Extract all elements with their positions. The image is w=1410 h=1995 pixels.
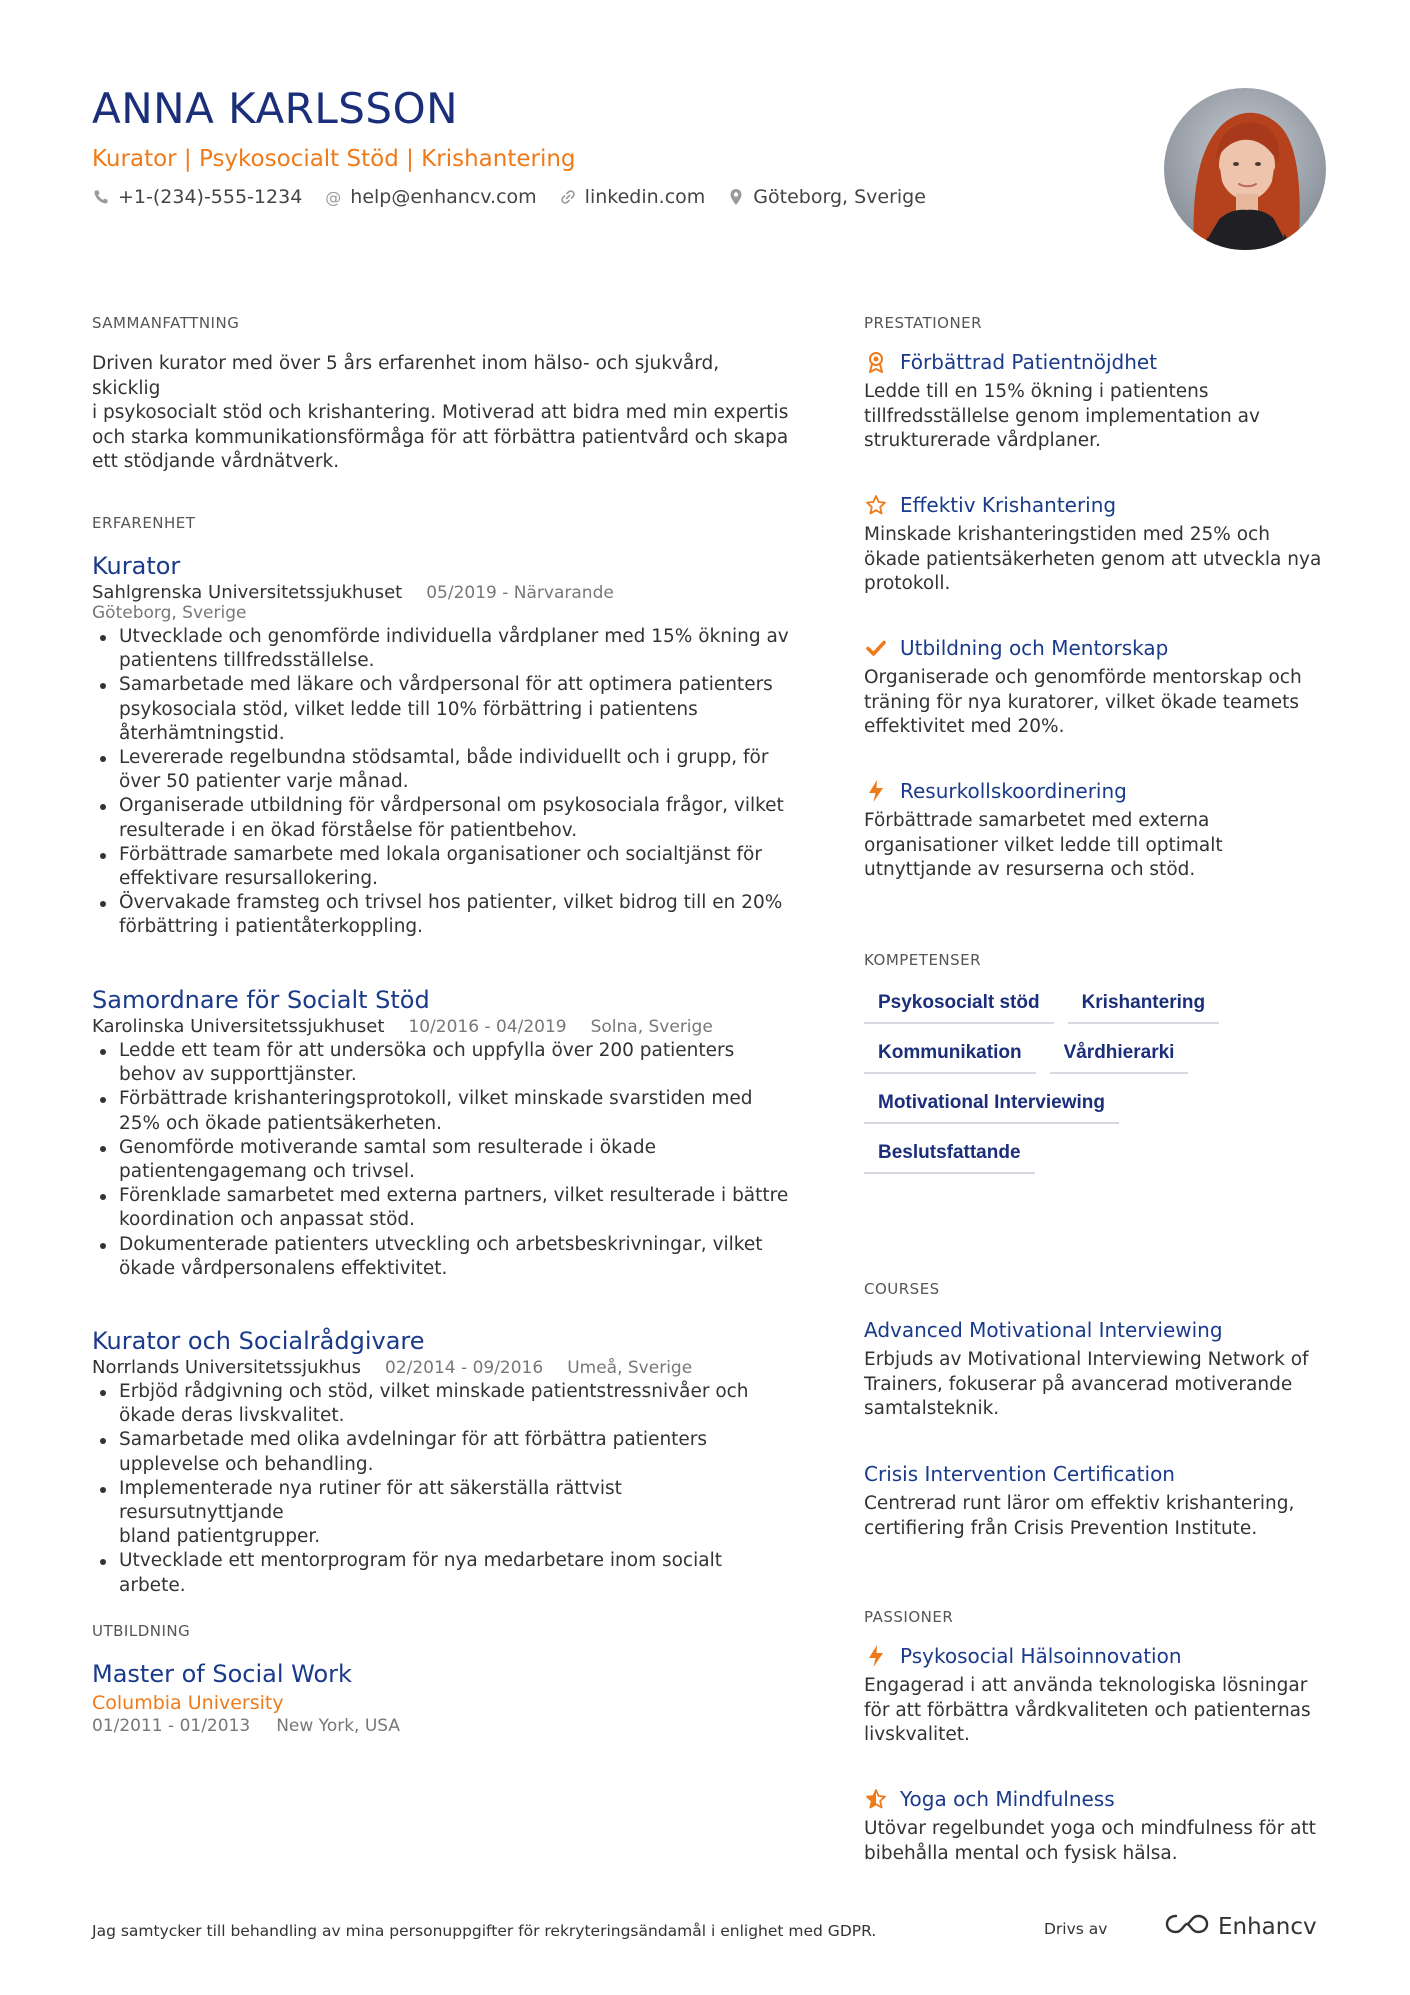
location-pin-icon (727, 188, 745, 206)
profile-photo (1164, 88, 1326, 250)
summary-line: Driven kurator med över 5 års erfarenhet inom hälso- och sjukvård, skicklig (92, 353, 720, 399)
education-degree: Master of Social Work (92, 1660, 352, 1688)
course-description: Centrerad runt läror om effektiv krishantering, certifiering från Crisis Prevention Institute. (864, 1493, 1295, 1539)
skills-list (864, 992, 1334, 1192)
skill-tag: Kommunikation (864, 1042, 1036, 1074)
course-item (864, 1462, 1334, 1541)
lightning-icon (864, 779, 888, 803)
award-ribbon-icon (864, 350, 888, 374)
job-meta (92, 1016, 792, 1037)
star-half-icon (864, 1787, 888, 1811)
powered-by-label: Drivs av (1044, 1920, 1108, 1938)
bullet-item: Ledde ett team för att undersöka och uppfylla över 200 patienters behov av supporttjänster. (92, 1039, 792, 1087)
contact-email (324, 186, 536, 208)
job-company: Karolinska Universitetssjukhuset (92, 1016, 385, 1037)
bullet-item: Samarbetade med olika avdelningar för att förbättra patienters upplevelse och behandling. (92, 1428, 792, 1476)
summary-line: och starka kommunikationsförmåga för att förbättra patientvård och skapa (92, 426, 789, 448)
job-title: Kurator (92, 552, 181, 580)
course-item (864, 1318, 1334, 1422)
job-dates: 05/2019 - Närvarande (426, 583, 614, 603)
achievement-item (864, 350, 1334, 454)
job-company: Norrlands Universitetssjukhus (92, 1357, 361, 1378)
bullet-item: Förbättrade krishanteringsprotokoll, vilket minskade svarstiden med 25% och ökade patientsäkerheten. (92, 1087, 792, 1135)
passion-description: Utövar regelbundet yoga och mindfulness för att bibehålla mental och fysisk hälsa. (864, 1818, 1316, 1864)
phone-icon (92, 189, 110, 205)
achievement-title: Förbättrad Patientnöjdhet (900, 350, 1158, 374)
passion-item (864, 1644, 1334, 1748)
linkedin-text[interactable]: linkedin.com (584, 186, 706, 208)
bullet-item: Utvecklade och genomförde individuella vårdplaner med 15% ökning av patientens tillfredsställelse. (92, 625, 792, 673)
summary-line: ett stödjande vårdnätverk. (92, 451, 340, 472)
job-location: Umeå, Sverige (567, 1358, 693, 1378)
courses-heading: COURSES (864, 1280, 940, 1298)
achievement-item (864, 493, 1334, 597)
passion-title: Psykosocial Hälsoinnovation (900, 1644, 1182, 1668)
link-icon (559, 189, 577, 205)
job-meta (92, 1357, 792, 1378)
lightning-icon (864, 1644, 888, 1668)
bullet-item: Genomförde motiverande samtal som resulterade i ökade patientengagemang och trivsel. (92, 1136, 792, 1184)
education-dates: 01/2011 - 01/2013 (92, 1716, 251, 1736)
passions-heading: PASSIONER (864, 1608, 954, 1626)
experience-heading: ERFARENHET (92, 514, 196, 532)
education-meta (92, 1716, 792, 1736)
bullet-item: Organiserade utbildning för vårdpersonal om psykosociala frågor, vilket resulterade i en ökad förståelse för patientbehov. (92, 794, 792, 842)
job-company: Sahlgrenska Universitetssjukhuset (92, 582, 403, 603)
job-location: Solna, Sverige (590, 1017, 713, 1037)
contact-location (727, 186, 926, 208)
contact-bar (92, 186, 926, 208)
location-text: Göteborg, Sverige (753, 186, 926, 208)
brand-name: Enhancv (1218, 1914, 1317, 1940)
skills-heading: KOMPETENSER (864, 951, 982, 969)
job-location: Göteborg, Sverige (92, 603, 247, 623)
education-location: New York, USA (276, 1716, 401, 1736)
passion-description: Engagerad i att använda teknologiska lösningar för att förbättra vårdkvaliteten och patienternas livskvalitet. (864, 1675, 1311, 1745)
job-bullets (92, 1380, 792, 1598)
skill-tag: Krishantering (1068, 992, 1220, 1024)
skill-tag: Motivational Interviewing (864, 1092, 1119, 1124)
infinity-logo-icon (1164, 1912, 1210, 1942)
achievement-title: Effektiv Krishantering (900, 493, 1117, 517)
education-school: Columbia University (92, 1692, 284, 1714)
summary-text (92, 352, 792, 475)
candidate-tagline: Kurator | Psykosocialt Stöd | Krishantering (92, 146, 576, 172)
enhancv-logo[interactable] (1164, 1912, 1317, 1942)
skill-tag: Vårdhierarki (1050, 1042, 1189, 1074)
summary-line: i psykosocialt stöd och krishantering. Motiverad att bidra med min expertis (92, 402, 789, 423)
achievement-title: Resurkollskoordinering (900, 779, 1127, 803)
phone-text[interactable]: +1-(234)-555-1234 (118, 186, 303, 208)
skill-tag: Psykosocialt stöd (864, 992, 1054, 1024)
bullet-item: Övervakade framsteg och trivsel hos patienter, vilket bidrog till en 20% förbättring i patientåterkoppling. (92, 891, 792, 939)
job-bullets (92, 625, 792, 940)
contact-linkedin (559, 186, 706, 208)
job-entry (92, 552, 792, 940)
achievement-item (864, 636, 1334, 740)
bullet-item: Förbättrade samarbete med lokala organisationer och socialtjänst för effektivare resursallokering. (92, 843, 792, 891)
bullet-item: Samarbetade med läkare och vårdpersonal för att optimera patienters psykosociala stöd, vilket ledde till 10% förbättring i patientens återhämtningstid. (92, 673, 792, 746)
email-text[interactable]: help@enhancv.com (350, 186, 537, 208)
contact-phone (92, 186, 302, 208)
achievement-description: Förbättrade samarbetet med externa organisationer vilket ledde till optimalt utnyttjande av resurserna och stöd. (864, 810, 1223, 880)
achievement-description: Minskade krishanteringstiden med 25% och ökade patientsäkerheten genom att utveckla nya protokoll. (864, 524, 1322, 594)
checkmark-icon (864, 636, 888, 660)
achievement-description: Ledde till en 15% ökning i patientens tillfredsställelse genom implementation av strukturerade vårdplaner. (864, 381, 1260, 451)
star-outline-icon (864, 493, 888, 517)
bullet-item: Erbjöd rådgivning och stöd, vilket minskade patientstressnivåer och ökade deras livskvalitet. (92, 1380, 792, 1428)
education-heading: UTBILDNING (92, 1622, 191, 1640)
job-entry (92, 1327, 792, 1598)
course-description: Erbjuds av Motivational Interviewing Network of Trainers, fokuserar på avancerad motiverande samtalsteknik. (864, 1349, 1309, 1419)
course-title: Crisis Intervention Certification (864, 1462, 1175, 1486)
bullet-item: Levererade regelbundna stödsamtal, både individuellt och i grupp, för över 50 patienter varje månad. (92, 746, 792, 794)
bullet-item: Implementerade nya rutiner för att säkerställa rättvist resursutnyttjande bland patientgrupper. (92, 1477, 792, 1550)
job-dates: 10/2016 - 04/2019 (408, 1017, 567, 1037)
passion-item (864, 1787, 1334, 1866)
education-entry (92, 1660, 792, 1736)
summary-heading: SAMMANFATTNING (92, 314, 240, 332)
job-bullets (92, 1039, 792, 1281)
job-entry (92, 986, 792, 1281)
achievements-heading: PRESTATIONER (864, 314, 983, 332)
achievement-title: Utbildning och Mentorskap (900, 636, 1169, 660)
bullet-item: Förenklade samarbetet med externa partners, vilket resulterade i bättre koordination och anpassat stöd. (92, 1184, 792, 1232)
at-icon: @ (325, 187, 342, 207)
achievement-description: Organiserade och genomförde mentorskap och träning för nya kuratorer, vilket ökade teamets effektivitet med 20%. (864, 667, 1302, 737)
job-meta (92, 582, 792, 603)
bullet-item: Dokumenterade patienters utveckling och arbetsbeskrivningar, vilket ökade vårdpersonalens effektivitet. (92, 1233, 792, 1281)
candidate-name: ANNA KARLSSON (92, 84, 459, 133)
achievement-item (864, 779, 1334, 883)
skill-tag: Beslutsfattande (864, 1142, 1035, 1174)
job-dates: 02/2014 - 09/2016 (385, 1358, 544, 1378)
job-title: Kurator och Socialrådgivare (92, 1327, 425, 1355)
job-title: Samordnare för Socialt Stöd (92, 986, 430, 1014)
bullet-item: Utvecklade ett mentorprogram för nya medarbetare inom socialt arbete. (92, 1549, 792, 1597)
gdpr-consent: Jag samtycker till behandling av mina personuppgifter för rekryteringsändamål i enlighet med GDPR. (92, 1922, 877, 1940)
course-title: Advanced Motivational Interviewing (864, 1318, 1223, 1342)
passion-title: Yoga och Mindfulness (900, 1787, 1115, 1811)
